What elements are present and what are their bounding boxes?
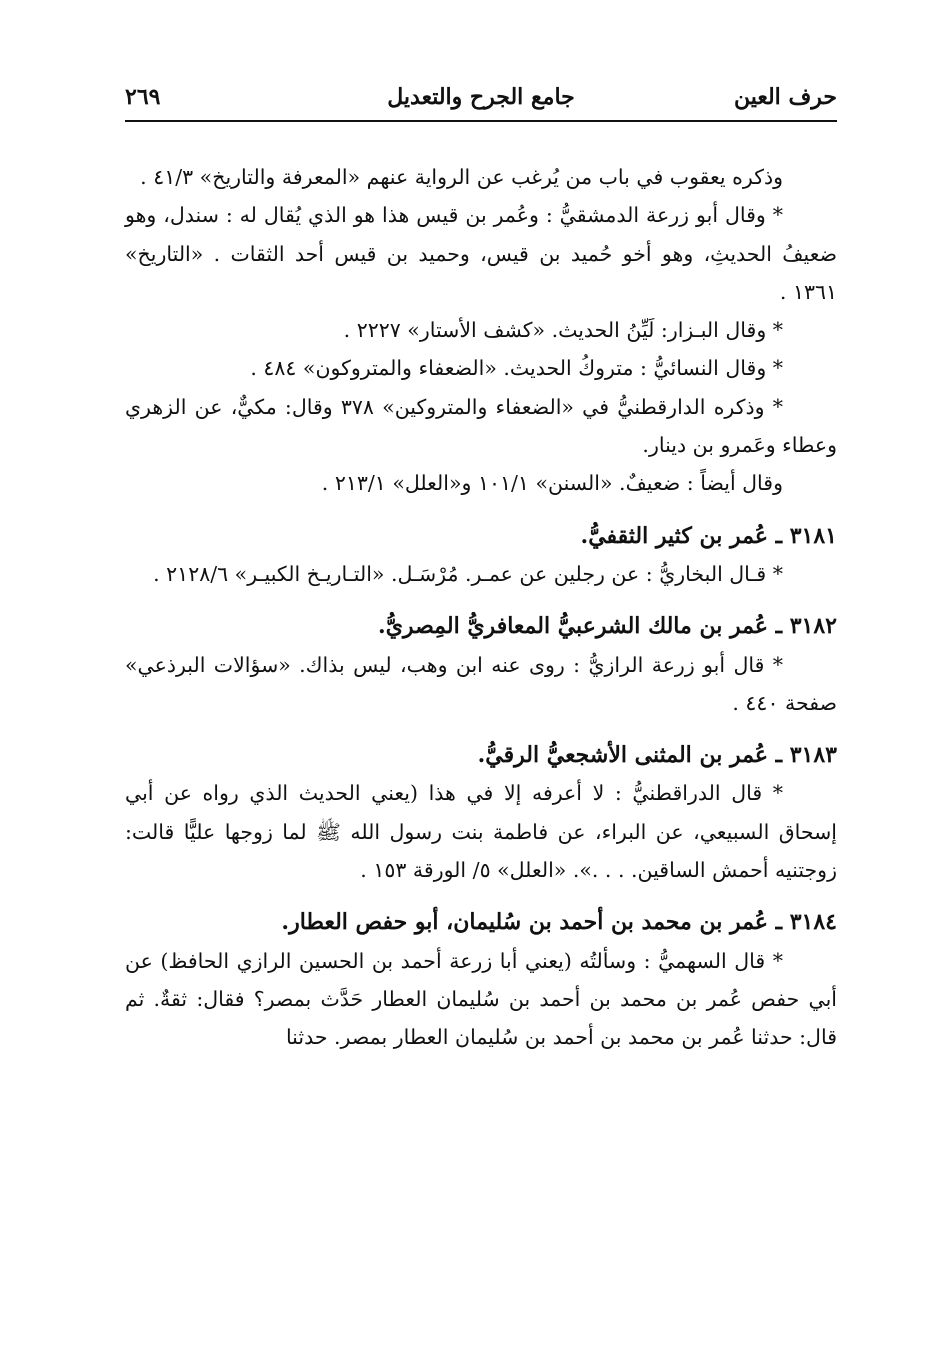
- note-paragraph: * قال السهميُّ : وسألتُه (يعني أبا زرعة أحمد بن الحسين الرازي الحافظ) عن أبي حفص عُمر بن محمد بن أحمد بن سُليمان العطار حَدَّث بمصر؟ فقال: ثقةٌ. ثم قال: حدثنا عُمر بن محمد بن أحمد بن سُليمان العطار بمصر. حدثنا: [125, 948, 837, 1050]
- entry-heading-3184: ٣١٨٤ ـ عُمر بن محمد بن أحمد بن سُليمان، أبو حفص العطار.: [281, 909, 837, 936]
- running-section-title: حرف العين: [733, 84, 837, 110]
- page-body: [125, 158, 837, 1057]
- note-paragraph: * قال أبو زرعة الرازيُّ : روى عنه ابن وهب، ليس بذاك. «سؤالات البرذعي» صفحة ٤٤٠ .: [125, 652, 837, 715]
- entry-heading-3181: ٣١٨١ ـ عُمر بن كثير الثقفيُّ.: [580, 522, 837, 549]
- note-paragraph: * وقال أبو زرعة الدمشقيُّ : وعُمر بن قيس هذا هو الذي يُقال له : سندل، وهو ضعيفُ الحديثِ، وهو أخو حُميد بن قيس، وحميد بن قيس أحد الثقات . «التاريخ» ١٣٦١ .: [125, 203, 837, 304]
- note-paragraph: * قـال البخاريُّ : عن رجلين عن عمـر. مُرْسَـل. «التـاريـخ الكبيـر» ٢١٢٨/٦ .: [153, 561, 783, 586]
- continuation-paragraph: وذكره يعقوب في باب من يُرغب عن الرواية عنهم «المعرفة والتاريخ» ٤١/٣ .: [140, 165, 783, 189]
- note-paragraph: * قال الدراقطنيُّ : لا أعرفه إلا في هذا (يعني الحديث الذي رواه عن أبي إسحاق السبيعي، عن البراء، عن فاطمة بنت رسول الله ﷺ لما زوجها عليًّا قالت: زوجتنيه أحمش الساقين. . . .». «العلل» ٥/ الورقة ١٥٣ .: [125, 781, 837, 883]
- note-paragraph: * وقال النسائيُّ : متروكُ الحديث. «الضعفاء والمتروكون» ٤٨٤ .: [250, 356, 783, 381]
- running-book-title: جامع الجرح والتعديل: [387, 84, 575, 110]
- note-paragraph: وقال أيضاً : ضعيفٌ. «السنن» ١٠١/١ و«العلل» ٢١٣/١ .: [321, 471, 783, 496]
- note-paragraph: * وقال البـزار: لَيِّنُ الحديث. «كشف الأستار» ٢٢٢٧ .: [343, 318, 783, 343]
- entry-heading-3182: ٣١٨٢ ـ عُمر بن مالك الشرعبيُّ المعافريُّ المِصريُّ.: [378, 613, 837, 640]
- note-paragraph: * وذكره الدارقطنيُّ في «الضعفاء والمتروكين» ٣٧٨ وقال: مكيٌّ، عن الزهري وعطاء وعَمرو بن دينار.: [125, 394, 837, 458]
- page-header: [125, 76, 837, 122]
- entry-heading-3183: ٣١٨٣ ـ عُمر بن المثنى الأشجعيُّ الرقيُّ.: [477, 742, 837, 769]
- page-number: ٢٦٩: [125, 84, 161, 110]
